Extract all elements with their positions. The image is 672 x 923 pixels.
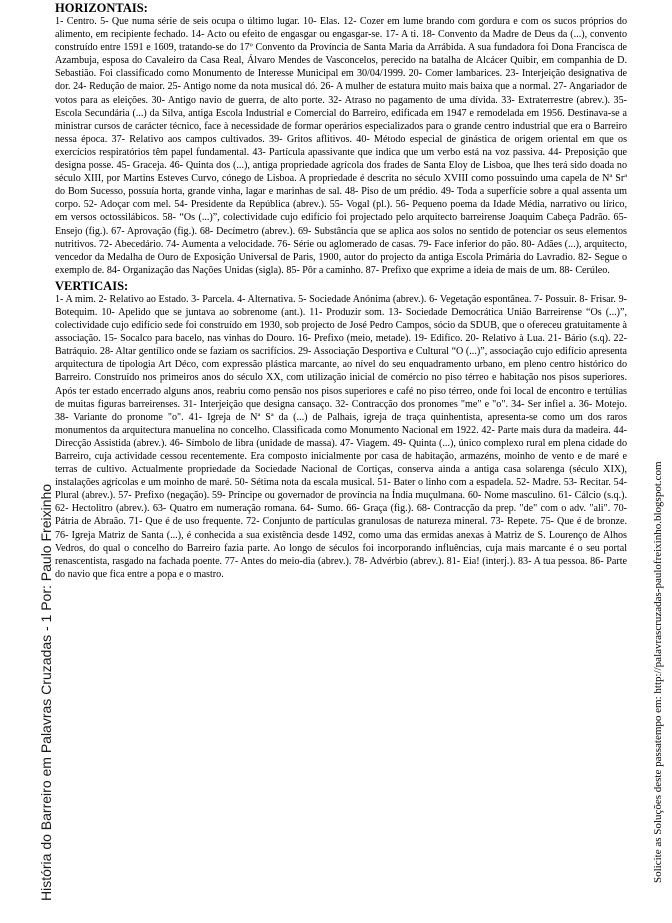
vertical-heading: VERTICAIS: (55, 278, 129, 293)
horizontal-clues: 1- Centro. 5- Que numa série de seis ocupa o último lugar. 10- Elas. 12- Cozer em lume brando com gordura e com os sucos próprios do alimento, em recipiente fechado. 14- Acto ou efeito de engasgar ou engasgar-se. 17- A ti. 18- Convento da Madre de Deus da (...), convento construído entre 1591 e 1609, tratando-se do 17º Convento da Província de Santa Maria da Arrábida. A sua fundadora foi Dona Francisca de Azambuja, esposa do Cavaleiro da Casa Real, Álvaro Mendes de Vasconcelos, perecido na batalha de Alcácer Quibir, em companhia de D. Sebastião. Foi classificado como Monumento de Interesse Municipal em 30/04/1999. 20- Comer lambarices. 23- Interjeição designativa de dor. 24- Redução de maior. 25- Antigo nome da nota musical dó. 26- A mulher de estatura muito mais baixa que a normal. 27- Angariador de votos para as eleições. 30- Antigo navio de guerra, de alto porte. 32- Atraso no pagamento de uma dívida. 33- Extraterrestre (abrev.). 35- Escola Secundária (...) da Silva, antiga Escola Industrial e Comercial do Barreiro, edificada em 1947 e remodelada em 1956. Destinava-se a ministrar cursos de carácter técnico, face à necessidade de formar operários especializados para o grande centro industrial que era o Barreiro nessa época. 37- Relativo aos campos cultivados. 39- Gritos aflitivos. 40- Método especial de ginástica de origem oriental em que os exercícios respiratórios têm papel fundamental. 43- Partícula apassivante que indica que um verbo está na voz passiva. 44- Preposição que designa posse. 45- Graceja. 46- Quinta dos (...), antiga propriedade agrícola dos frades de Santa Eloy de Lisboa, que lhes terá sido doada no século XIII, por Martins Esteves Curvo, cónego de Lisboa. A propriedade é descrita no século XVIII como possuindo uma capela de Nª Srª do Bom Sucesso, possuía horta, grande vinha, lagar e marinhas de sal. 48- Piso de um prédio. 49- Toda a superfície sobre a qual assenta um corpo. 52- Adoçar com mel. 54- Presidente da República (abrev.). 55- Vogal (pl.). 56- Pequeno poema da Idade Média, narrativo ou lírico, em versos octossilábicos. 58- “Os (...)”, colectividade cujo edifício foi projectado pelo arquitecto barreirense Joaquim Cabeça Padrão. 65- Ensejo (fig.). 67- Aprovação (fig.). 68- Decímetro (abrev.). 69- Substância que se aplica aos solos no sentido de potenciar os seus elementos nutritivos. 72- Abecedário. 74- Aumenta a velocidade. 76- Série ou aglomerado de casas. 79- Face inferior do pão. 80- Adães (...), arquitecto, vencedor da Medalha de Ouro de Exposição Universal de Paris, 1900, autor do projecto da antiga Escola Primária do Lavradio. 82- Segue o exemplo de. 84- Organização das Nações Unidas (sigla). 85- Pôr a caminho. 87- Prefixo que exprime a ideia de mais de um. 88- Cerúleo. (55, 16, 627, 276)
clues-document (55, 2, 627, 581)
solutions-note: Solicite as Soluções deste passatempo em: http://palavrascruzadas-paulofreixinho.blogspot.com (652, 461, 664, 883)
horizontal-heading: HORIZONTAIS: (55, 1, 148, 15)
vertical-clues: 1- A mim. 2- Relativo ao Estado. 3- Parcela. 4- Alternativa. 5- Sociedade Anónima (abrev.). 6- Vegetação espontânea. 7- Possuir. 8- Frisar. 9- Botequim. 10- Apelido que se juntava ao sobrenome (ant.). 11- Produzir som. 13- Sociedade Democrática União Barreirense “Os (...)”, colectividade cujo edifício sede foi construído em 1930, sob projecto de José Pedro Campos, sócio da SDUB, que o ofereceu gratuitamente à associação. 15- Socalco para bacelo, nas vinhas do Douro. 16- Prefixo (meio, metade). 19- Edifico. 20- Relativo à Lua. 21- Bário (s.q). 22- Batráquio. 28- Altar gentílico onde se faziam os sacrifícios. 29- Associação Desportiva e Cultural “O (...)”, associação cujo edifício apresenta arquitectura de tipologia Art Déco, com expressão plástica marcante, ao nível do seu enquadramento urbano, em pleno centro histórico do Barreiro. Construído nos primeiros anos do século XX, com utilização inicial de comércio no piso térreo e habitação nos pisos superiores. Após ter estado encerrado alguns anos, reabriu como pensão nos pisos superiores e café no piso térreo, onde foi local de encontro e tertúlias de muitas figuras barreirenses. 31- Interjeição que designa cansaço. 32- Contracção dos pronomes "me" e "o". 34- Ser infiel a. 36- Motejo. 38- Variante do pronome "o". 41- Igreja de Nª Sª da (...) de Palhais, igreja de traça quinhentista, apresenta-se como um dos raros monumentos da arquitectura manuelina no concelho. Classificada como Monumento Nacional em 1922. 42- Parte mais dura da madeira. 44- Direcção Assistida (abrev.). 46- Símbolo de libra (unidade de massa). 47- Viagem. 49- Quinta (...), único complexo rural em plena cidade do Barreiro, cuja actividade cessou recentemente. Era composto inicialmente por casa de habitação, armazéns, moinho de vento e de maré e terras de cultivo. Actualmente propriedade da Sociedade Nacional de Cortiças, conserva ainda a antiga casa solarenga (século XIX), instalações agrícolas e um moinho de maré. 50- Sétima nota da escala musical. 51- Bater o linho com a espadela. 52- Madre. 53- Recitar. 54- Plural (abrev.). 57- Prefixo (negação). 59- Príncipe ou governador de província na Índia muçulmana. 60- Nome masculino. 61- Cálcio (s.q.). 62- Hectolitro (abrev.). 63- Quatro em numeração romana. 64- Sumo. 66- Graça (fig.). 68- Contracção da prep. "de" com o adv. "ali". 70- Pátria de Abraão. 71- Que é de uso frequente. 72- Conjunto de partículas granulosas de natureza mineral. 73- Repete. 75- Que é de bronze. 76- Igreja Matriz de Santa (...), é conhecida a sua existência desde 1492, como uma das ermidas anexas à Matriz de S. Lourenço de Alhos Vedros, do qual o concelho do Barreiro fazia parte. Ao longo de séculos foi incorporando influências, cuja mais marcante é o seu portal renascentista, rasgado na fachada poente. 77- Antes do meio-dia (abrev.). 78- Advérbio (abrev.). 81- Eia! (interj.). 83- A tua pessoa. 86- Parte do navio que fica entre a popa e o mastro. (55, 293, 627, 580)
side-title: História do Barreiro em Palavras Cruzadas - 1 Por: Paulo Freixinho (38, 483, 54, 901)
